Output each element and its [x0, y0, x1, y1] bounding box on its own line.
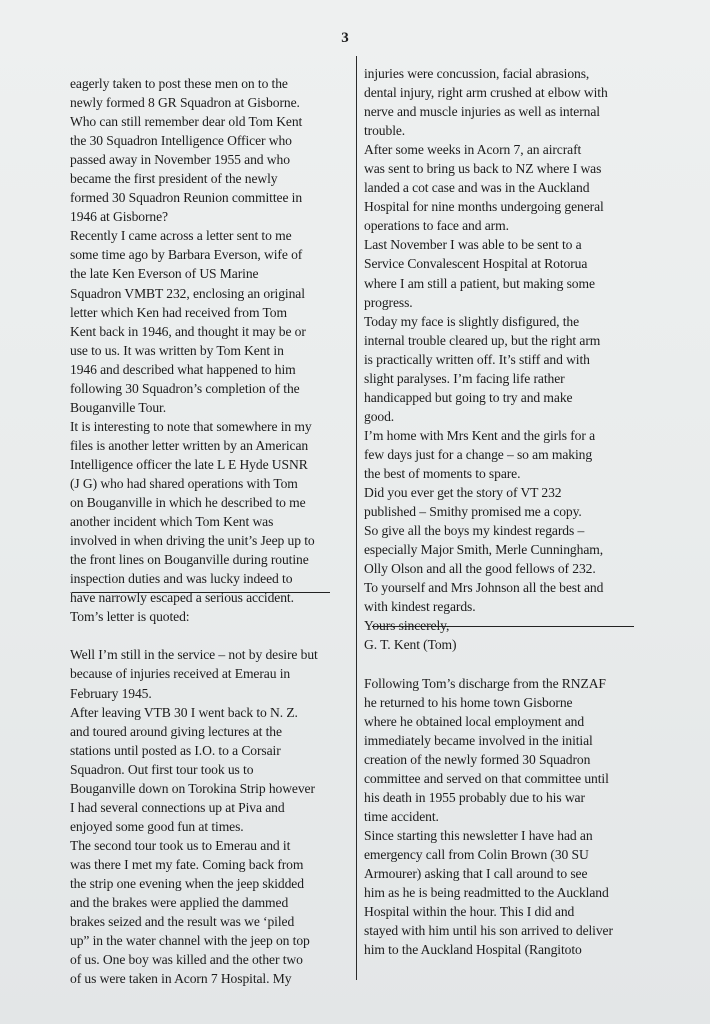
text-line: February 1945. [70, 685, 152, 701]
text-line: enjoyed some good fun at times. [70, 818, 244, 834]
text-line: the 30 Squadron Intelligence Officer who [70, 133, 292, 149]
text-line: After some weeks in Acorn 7, an aircraft [364, 142, 582, 158]
text-line: 1946 and described what happened to him [70, 361, 296, 377]
paragraph-gap [364, 654, 654, 673]
text-line: was there I met my fate. Coming back from [70, 856, 304, 872]
text-line: letter which Ken had received from Tom [70, 304, 287, 320]
text-line: and toured around giving lectures at the [70, 723, 282, 739]
text-line: To yourself and Mrs Johnson all the best and [364, 580, 604, 596]
text-line: G. T. Kent (Tom) [364, 637, 457, 653]
text-line: Since starting this newsletter I have had an [364, 827, 593, 843]
text-line: operations to face and arm. [364, 218, 509, 234]
text-line: time accident. [364, 808, 439, 824]
text-line: the late Ken Everson of US Marine [70, 266, 259, 282]
paragraph-gap [70, 626, 352, 645]
text-line: stations until posted as I.O. to a Corsair [70, 742, 281, 758]
text-line: is practically written off. It’s stiff and with [364, 351, 590, 367]
text-line: became the first president of the newly [70, 171, 278, 187]
text-line: Kent back in 1946, and thought it may be or [70, 323, 306, 339]
text-line: Service Convalescent Hospital at Rotorua [364, 256, 588, 272]
text-line: good. [364, 408, 395, 424]
text-line: dental injury, right arm crushed at elbow with [364, 85, 608, 101]
text-line: progress. [364, 294, 413, 310]
text-line: committee and served on that committee until [364, 770, 609, 786]
text-line: Who can still remember dear old Tom Kent [70, 114, 303, 130]
column-divider [356, 56, 357, 980]
left-block-intro [70, 74, 352, 626]
text-line: some time ago by Barbara Everson, wife of [70, 247, 303, 263]
text-line: Following Tom’s discharge from the RNZAF [364, 675, 606, 691]
left-block-letter [70, 645, 352, 988]
text-line: trouble. [364, 123, 406, 139]
text-line: (J G) who had shared operations with Tom [70, 475, 298, 491]
text-line: emergency call from Colin Brown (30 SU [364, 846, 589, 862]
text-line: Olly Olson and all the good fellows of 232. [364, 561, 596, 577]
text-line: published – Smithy promised me a copy. [364, 504, 582, 520]
text-line: the strip one evening when the jeep skidded [70, 875, 304, 891]
text-line: where he obtained local employment and [364, 713, 585, 729]
text-line: landed a cot case and was in the Auckland [364, 180, 590, 196]
text-line: and the brakes were applied the dammed [70, 895, 289, 911]
text-line: following 30 Squadron’s completion of the [70, 380, 300, 396]
text-line: up” in the water channel with the jeep on top [70, 933, 310, 949]
text-line: him as he is being readmitted to the Auckland [364, 885, 609, 901]
text-line: handicapped but going to try and make [364, 389, 573, 405]
text-line: injuries were concussion, facial abrasions, [364, 66, 590, 81]
text-line: creation of the newly formed 30 Squadron [364, 751, 591, 767]
text-line: involved in when driving the unit’s Jeep up to [70, 533, 315, 549]
left-column [70, 74, 352, 988]
text-line: I’m home with Mrs Kent and the girls for a [364, 427, 595, 443]
text-line: on Bouganville in which he described to me [70, 495, 306, 511]
text-line: brakes seized and the result was we ‘piled [70, 914, 295, 930]
text-line: Hospital for nine months undergoing general [364, 199, 604, 215]
text-line: Intelligence officer the late L E Hyde USNR [70, 456, 308, 472]
right-block-letter [364, 64, 654, 654]
text-line: especially Major Smith, Merle Cunningham, [364, 542, 604, 558]
text-line: Tom’s letter is quoted: [70, 609, 190, 625]
right-column [364, 64, 654, 959]
page-number: 3 [341, 30, 349, 46]
text-line: internal trouble cleared up, but the right arm [364, 332, 601, 348]
text-line: inspection duties and was lucky indeed to [70, 571, 293, 587]
text-line: Did you ever get the story of VT 232 [364, 485, 562, 501]
text-line: stayed with him until his son arrived to deliver [364, 923, 613, 939]
text-line: slight paralyses. I’m facing life rather [364, 370, 565, 386]
text-line: Last November I was able to be sent to a [364, 237, 582, 253]
text-line: he returned to his home town Gisborne [364, 694, 573, 710]
text-line: of us. One boy was killed and the other two [70, 952, 303, 968]
text-line: newly formed 8 GR Squadron at Gisborne. [70, 95, 300, 111]
text-line: immediately became involved in the initial [364, 732, 593, 748]
right-block-followup [364, 674, 654, 960]
text-line: of us were taken in Acorn 7 Hospital. My [70, 971, 292, 987]
text-line: nerve and muscle injuries as well as internal [364, 104, 600, 120]
text-line: use to us. It was written by Tom Kent in [70, 342, 284, 358]
text-line: his death in 1955 probably due to his war [364, 789, 585, 805]
text-line: 1946 at Gisborne? [70, 209, 168, 225]
text-line: the front lines on Bouganville during routine [70, 552, 309, 568]
text-line: Armourer) asking that I call around to see [364, 865, 588, 881]
text-line: files is another letter written by an American [70, 437, 309, 453]
text-line: I had several connections up at Piva and [70, 799, 285, 815]
text-line: have narrowly escaped a serious accident. [70, 590, 294, 606]
text-line: Squadron VMBT 232, enclosing an original [70, 285, 305, 301]
text-line: formed 30 Squadron Reunion committee in [70, 190, 303, 206]
text-line: passed away in November 1955 and who [70, 152, 290, 168]
text-line: It is interesting to note that somewhere in my [70, 418, 312, 434]
text-line: Hospital within the hour. This I did and [364, 904, 575, 920]
text-line: After leaving VTB 30 I went back to N. Z. [70, 704, 298, 720]
text-line: eagerly taken to post these men on to the [70, 76, 288, 91]
text-line: another incident which Tom Kent was [70, 514, 274, 530]
text-line: Today my face is slightly disfigured, the [364, 313, 580, 329]
text-line: was sent to bring us back to NZ where I was [364, 161, 602, 177]
text-line: few days just for a change – so am making [364, 446, 593, 462]
text-line: Yours sincerely, [364, 618, 450, 634]
text-line: So give all the boys my kindest regards – [364, 523, 585, 539]
text-line: The second tour took us to Emerau and it [70, 837, 291, 853]
text-line: Well I’m still in the service – not by desire but [70, 647, 318, 663]
text-line: where I am still a patient, but making some [364, 275, 595, 291]
text-line: Squadron. Out first tour took us to [70, 761, 254, 777]
text-line: him to the Auckland Hospital (Rangitoto [364, 942, 582, 958]
text-line: Bouganville Tour. [70, 399, 167, 415]
text-line: because of injuries received at Emerau in [70, 666, 291, 682]
text-line: Bouganville down on Torokina Strip however [70, 780, 315, 796]
text-line: with kindest regards. [364, 599, 476, 615]
text-line: Recently I came across a letter sent to me [70, 228, 292, 244]
text-line: the best of moments to spare. [364, 465, 521, 481]
